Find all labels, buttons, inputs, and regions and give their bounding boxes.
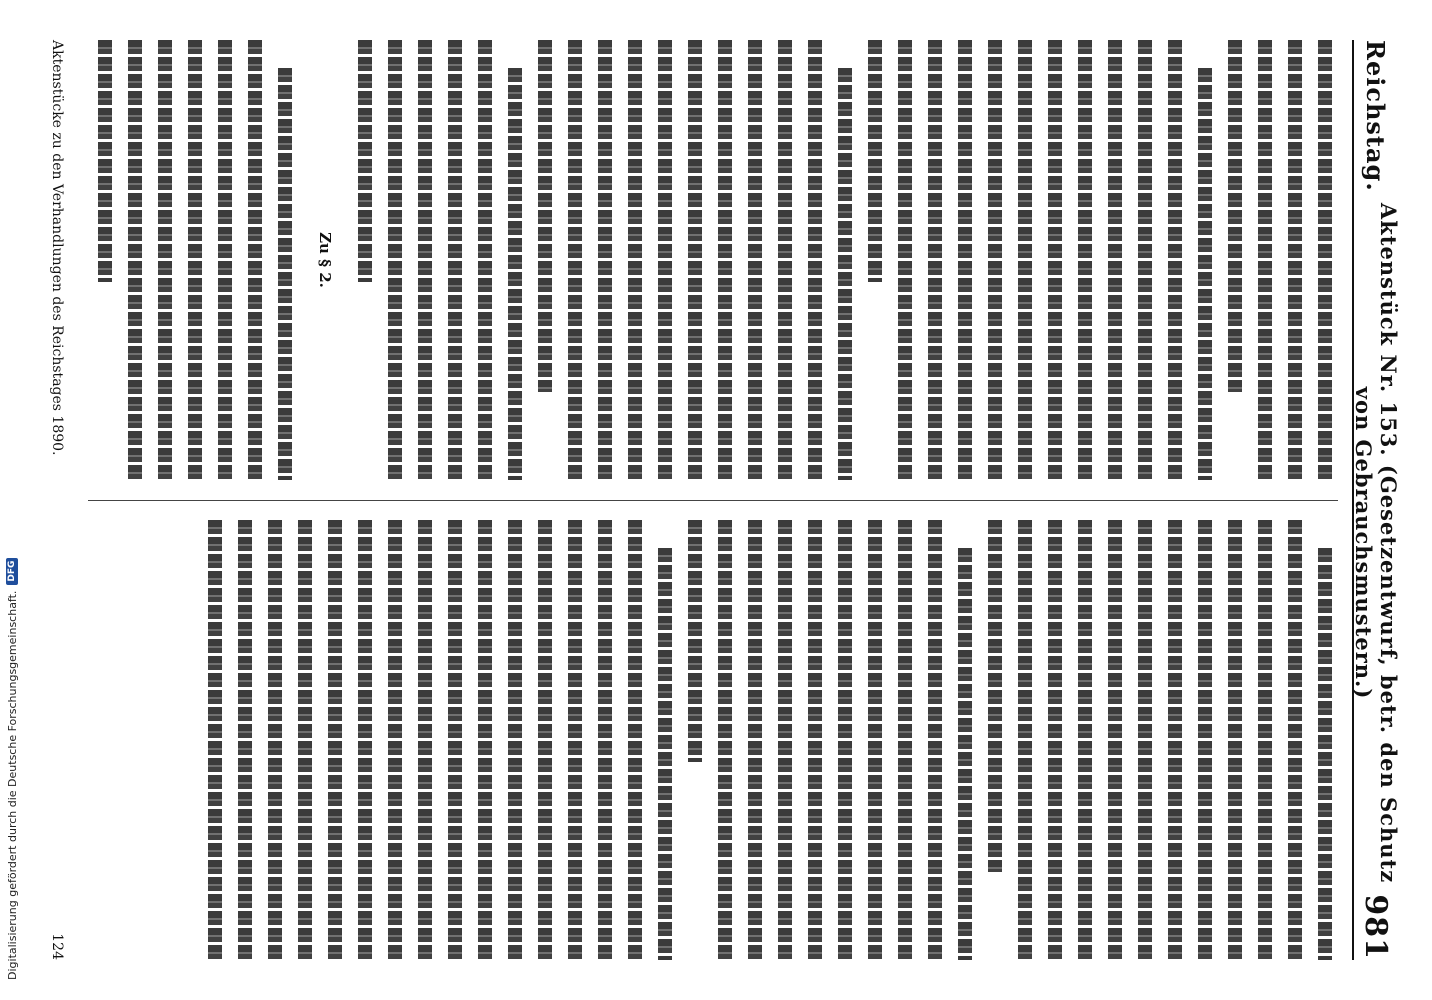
section-heading: Zu § 2. [316,232,334,288]
page-number: 981 [1358,894,1394,960]
dfg-logo-icon: DFG [6,558,18,585]
digitization-note [4,0,20,980]
digitization-text: Digitalisierung gefördert durch die Deutsche Forschungsgemeinschaft. [5,590,19,980]
header-left: Reichstag. [1361,40,1391,192]
left-column-text [88,40,1338,480]
footer-source: Aktenstücke zu den Verhandlungen des Reichstages 1890. [49,40,65,456]
header-title: Aktenstück Nr. 153. (Gesetzentwurf, betr. den Schutz von Gebrauchsmustern.) [1351,202,1401,884]
column-divider [88,500,1338,501]
footer-number: 124 [49,933,65,960]
document-page [18,0,1418,1000]
right-column-text [88,520,1338,960]
page-footer [46,40,68,960]
page-header [1351,40,1401,960]
